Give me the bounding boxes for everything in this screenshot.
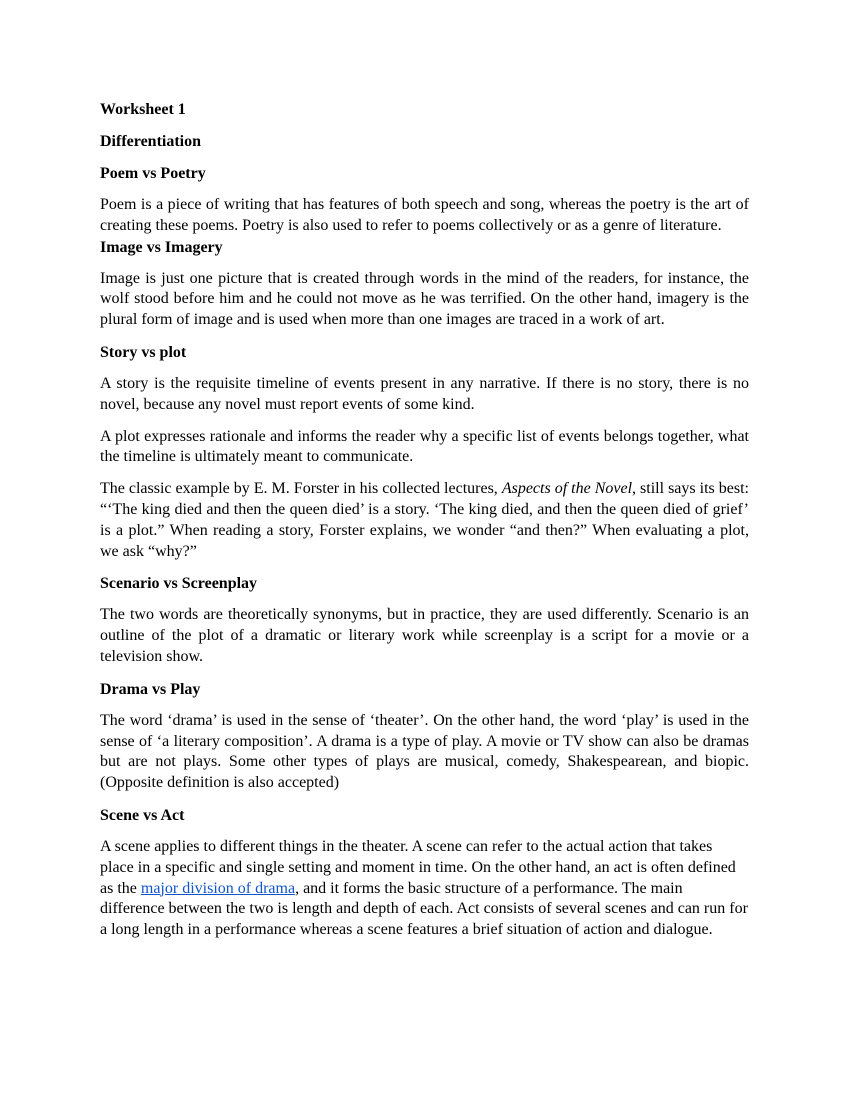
paragraph-drama: The word ‘drama’ is used in the sense of ‘theater’. On the other hand, the word ‘play’ is used in the sense of ‘a literary composition’. A drama is a type of play. A movie or TV show can also be dramas but are not plays. Some other types of plays are musical, comedy, Shakespearean, and biopic. (Opposite definition is also accepted) (100, 711, 749, 792)
paragraph-poem: Poem is a piece of writing that has features of both speech and song, whereas the poetry is the art of creating these poems. Poetry is also used to refer to poems collectively or as a genre of literature. (100, 196, 749, 234)
heading-poem-vs-poetry: Poem vs Poetry (100, 165, 206, 182)
heading-scene-vs-act: Scene vs Act (100, 806, 185, 824)
forster-text-after: , still says its best: “‘The king died and then the queen died’ is a story. ‘The king died, and then the queen died of grief’ is a plot.” When reading a story, Forster explains, we wonder “and then?” When evaluating a plot, we ask “why?” (100, 480, 750, 560)
book-title-aspects-of-the-novel: Aspects of the Novel (501, 480, 633, 498)
paragraph-forster-example (100, 479, 749, 562)
worksheet-subtitle: Differentiation (100, 133, 202, 150)
heading-drama-vs-play: Drama vs Play (100, 680, 201, 698)
major-division-of-drama-link[interactable]: major division of drama (140, 879, 296, 897)
scene-text-after: , and it forms the basic structure of a performance. The main difference between the two is length and depth of each. Act consists of several scenes and can run for a long length in a performance whereas a scene features a brief situation of action and dialogue. (100, 879, 748, 939)
heading-image-vs-imagery: Image vs Imagery (100, 238, 223, 256)
forster-text-before: The classic example by E. M. Forster in his collected lectures, (100, 480, 502, 498)
worksheet-title: Worksheet 1 (100, 101, 186, 118)
paragraph-story: A story is the requisite timeline of events present in any narrative. If there is no story, there is no novel, because any novel must report events of some kind. (100, 374, 749, 413)
paragraph-plot: A plot expresses rationale and informs the reader why a specific list of events belongs together, what the timeline is ultimately meant to communicate. (100, 427, 749, 466)
paragraph-scene (100, 837, 749, 941)
document-body (100, 99, 749, 952)
paragraph-image: Image is just one picture that is created through words in the mind of the readers, for instance, the wolf stood before him and he could not move as he was terrified. On the other hand, imagery is the plural form of image and is used when more than one images are traced in a work of art. (100, 269, 749, 329)
scene-text-before: A scene applies to different things in the theater. A scene can refer to the actual action that takes place in a specific and single setting and moment in time. On the other hand, an act is often defined as the (100, 837, 736, 897)
heading-scenario-vs-screenplay: Scenario vs Screenplay (100, 575, 258, 593)
heading-story-vs-plot: Story vs plot (100, 343, 187, 361)
paragraph-scenario: The two words are theoretically synonyms, but in practice, they are used differently. Scenario is an outline of the plot of a dramatic or literary work while screenplay is a script for a movie or a television show. (100, 606, 749, 665)
